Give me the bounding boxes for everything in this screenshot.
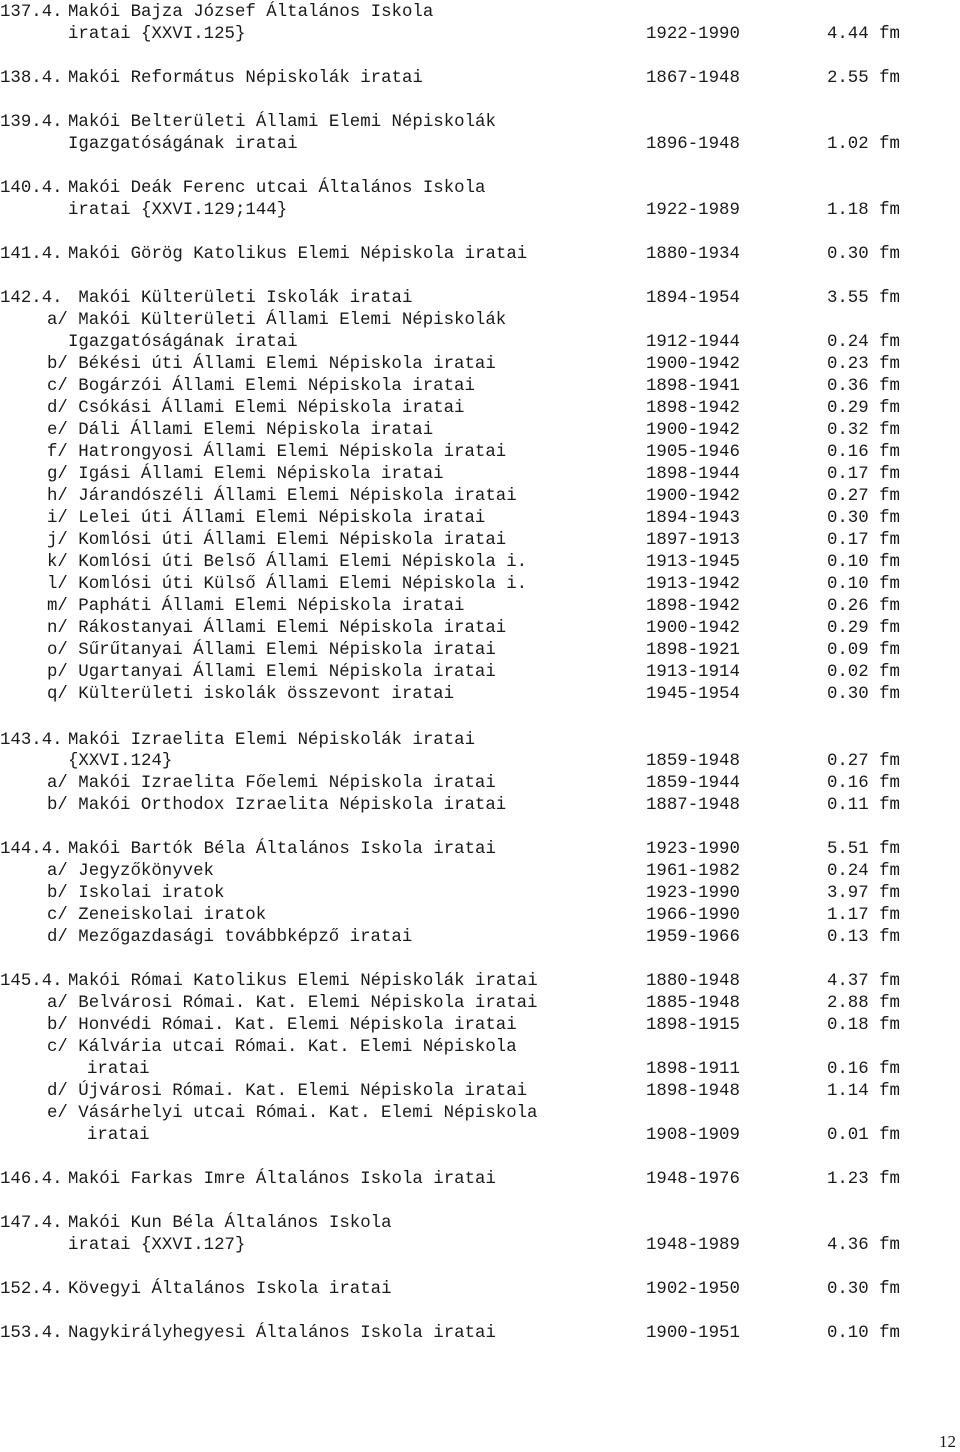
sub-entry-title: g/ Igási Állami Elemi Népiskola iratai — [47, 465, 444, 484]
entry-years: 1900-1951 — [646, 1324, 740, 1343]
entry-extent: 0.11 fm — [826, 796, 900, 815]
list-item — [0, 178, 960, 200]
sub-entry-title: e/ Dáli Állami Elemi Népiskola iratai — [47, 421, 434, 440]
entry-title: Makói Deák Ferenc utcai Általános Iskola — [68, 179, 486, 198]
entry-extent: 3.97 fm — [826, 884, 900, 903]
sub-entry-title: a/ Makói Izraelita Főelemi Népiskola iratai — [47, 774, 496, 793]
entry-extent: 0.13 fm — [826, 928, 900, 947]
list-item — [0, 927, 960, 949]
sub-entry-title: c/ Bogárzói Állami Elemi Népiskola iratai — [47, 377, 475, 396]
entry-title-continuation: iratai {XXVI.127} — [68, 1236, 246, 1255]
entry-title: Makói Külterületi Iskolák iratai — [68, 289, 413, 308]
list-item — [0, 730, 960, 752]
entry-title: Makói Farkas Imre Általános Iskola iratai — [68, 1170, 496, 1189]
list-item — [0, 883, 960, 905]
entry-number: 138.4. — [0, 69, 63, 88]
entry-extent: 0.30 fm — [826, 245, 900, 264]
list-item — [0, 2, 960, 24]
entry-years: 1900-1942 — [646, 421, 740, 440]
entry-years: 1908-1909 — [646, 1126, 740, 1145]
entry-extent: 1.23 fm — [826, 1170, 900, 1189]
sub-entry-title: c/ Kálvária utcai Római. Kat. Elemi Népiskola — [47, 1038, 517, 1057]
sub-entry-title: b/ Honvédi Római. Kat. Elemi Népiskola iratai — [47, 1016, 517, 1035]
entry-years: 1898-1915 — [646, 1016, 740, 1035]
list-item — [0, 112, 960, 134]
sub-entry-title: q/ Külterületi iskolák összevont iratai — [47, 685, 455, 704]
entry-extent: 0.18 fm — [826, 1016, 900, 1035]
sub-entry-title: a/ Jegyzőkönyvek — [47, 862, 214, 881]
entry-extent: 0.30 fm — [826, 509, 900, 528]
list-item — [0, 310, 960, 332]
entry-extent: 5.51 fm — [826, 840, 900, 859]
list-item — [0, 398, 960, 420]
list-item — [0, 640, 960, 662]
entry-number: 147.4. — [0, 1214, 63, 1233]
sub-entry-title: l/ Komlósi úti Külső Állami Elemi Népiskola i. — [47, 575, 528, 594]
sub-entry-title: h/ Járandószéli Állami Elemi Népiskola iratai — [47, 487, 517, 506]
entry-extent: 1.02 fm — [826, 135, 900, 154]
entry-years: 1898-1948 — [646, 1082, 740, 1101]
entry-number: 145.4. — [0, 972, 63, 991]
entry-years: 1898-1942 — [646, 399, 740, 418]
list-item — [0, 751, 960, 773]
list-item — [0, 486, 960, 508]
sub-entry-title-continuation: iratai — [87, 1126, 150, 1145]
list-item — [0, 1037, 960, 1059]
list-item — [0, 861, 960, 883]
list-item — [0, 1103, 960, 1125]
entry-title-continuation: iratai {XXVI.129;144} — [68, 201, 288, 220]
sub-entry-title: d/ Csókási Állami Elemi Népiskola iratai — [47, 399, 465, 418]
entry-number: 139.4. — [0, 113, 63, 132]
entry-years: 1898-1942 — [646, 597, 740, 616]
sub-entry-title: a/ Makói Külterületi Állami Elemi Népiskolák — [47, 311, 507, 330]
entry-extent: 0.26 fm — [826, 597, 900, 616]
entry-extent: 0.29 fm — [826, 399, 900, 418]
entry-title-continuation: Igazgatóságának iratai — [68, 135, 298, 154]
sub-entry-title: d/ Újvárosi Római. Kat. Elemi Népiskola iratai — [47, 1082, 528, 1101]
list-item — [0, 508, 960, 530]
entry-years: 1913-1945 — [646, 553, 740, 572]
list-item — [0, 773, 960, 795]
entry-extent: 4.36 fm — [826, 1236, 900, 1255]
entry-years: 1896-1948 — [646, 135, 740, 154]
entry-years: 1859-1944 — [646, 774, 740, 793]
entry-title: Makói Belterületi Állami Elemi Népiskolák — [68, 113, 496, 132]
list-item — [0, 1323, 960, 1345]
entry-extent: 3.55 fm — [826, 289, 900, 308]
entry-title: Makói Izraelita Elemi Népiskolák iratai — [68, 731, 476, 750]
entry-title: Makói Görög Katolikus Elemi Népiskola iratai — [68, 245, 528, 264]
sub-entry-title: b/ Iskolai iratok — [47, 884, 225, 903]
entry-extent: 0.09 fm — [826, 641, 900, 660]
entry-title-continuation: {XXVI.124} — [68, 752, 173, 771]
entry-extent: 1.18 fm — [826, 201, 900, 220]
entry-title: Makói Bajza József Általános Iskola — [68, 3, 434, 22]
entry-years: 1867-1948 — [646, 69, 740, 88]
entry-extent: 1.14 fm — [826, 1082, 900, 1101]
list-item — [0, 552, 960, 574]
entry-number: 152.4. — [0, 1280, 63, 1299]
entry-years: 1966-1990 — [646, 906, 740, 925]
list-item — [0, 134, 960, 156]
sub-entry-title: a/ Belvárosi Római. Kat. Elemi Népiskola iratai — [47, 994, 538, 1013]
list-item — [0, 464, 960, 486]
sub-entry-title: n/ Rákostanyai Állami Elemi Népiskola iratai — [47, 619, 507, 638]
list-item — [0, 1059, 960, 1081]
entry-years: 1898-1944 — [646, 465, 740, 484]
list-item — [0, 1169, 960, 1191]
sub-entry-title: e/ Vásárhelyi utcai Római. Kat. Elemi Népiskola — [47, 1104, 538, 1123]
list-item — [0, 288, 960, 310]
entry-years: 1922-1989 — [646, 201, 740, 220]
entry-years: 1913-1942 — [646, 575, 740, 594]
entry-extent: 0.10 fm — [826, 1324, 900, 1343]
entry-number: 153.4. — [0, 1324, 63, 1343]
page-number: 12 — [939, 1432, 956, 1451]
list-item — [0, 596, 960, 618]
entry-extent: 0.16 fm — [826, 774, 900, 793]
entry-years: 1894-1954 — [646, 289, 740, 308]
entry-title-continuation: iratai {XXVI.125} — [68, 25, 246, 44]
entry-extent: 0.16 fm — [826, 1060, 900, 1079]
sub-entry-title: c/ Zeneiskolai iratok — [47, 906, 267, 925]
entry-years: 1961-1982 — [646, 862, 740, 881]
entry-number: 141.4. — [0, 245, 63, 264]
entry-years: 1880-1948 — [646, 972, 740, 991]
entry-years: 1894-1943 — [646, 509, 740, 528]
entry-extent: 0.16 fm — [826, 443, 900, 462]
entry-title: Makói Bartók Béla Általános Iskola iratai — [68, 840, 496, 859]
entry-years: 1905-1946 — [646, 443, 740, 462]
list-item — [0, 354, 960, 376]
entry-extent: 1.17 fm — [826, 906, 900, 925]
list-item — [0, 839, 960, 861]
entry-years: 1859-1948 — [646, 752, 740, 771]
list-item — [0, 1213, 960, 1235]
sub-entry-title: j/ Komlósi úti Állami Elemi Népiskola iratai — [47, 531, 507, 550]
entry-extent: 0.23 fm — [826, 355, 900, 374]
list-item — [0, 993, 960, 1015]
list-item — [0, 1125, 960, 1147]
entry-title: Makói Római Katolikus Elemi Népiskolák iratai — [68, 972, 538, 991]
entry-extent: 4.37 fm — [826, 972, 900, 991]
list-item — [0, 905, 960, 927]
entry-extent: 2.88 fm — [826, 994, 900, 1013]
list-item — [0, 1015, 960, 1037]
entry-number: 144.4. — [0, 840, 63, 859]
entry-years: 1900-1942 — [646, 355, 740, 374]
entry-title-continuation: Igazgatóságának iratai — [68, 333, 298, 352]
list-item — [0, 1235, 960, 1257]
list-item — [0, 574, 960, 596]
sub-entry-title: b/ Makói Orthodox Izraelita Népiskola iratai — [47, 796, 507, 815]
entry-extent: 4.44 fm — [826, 25, 900, 44]
sub-entry-title: o/ Sűrűtanyai Állami Elemi Népiskola iratai — [47, 641, 496, 660]
entry-title: Makói Kun Béla Általános Iskola — [68, 1214, 392, 1233]
sub-entry-title: b/ Békési úti Állami Elemi Népiskola iratai — [47, 355, 496, 374]
entry-number: 137.4. — [0, 3, 63, 22]
entry-extent: 0.24 fm — [826, 862, 900, 881]
entry-years: 1912-1944 — [646, 333, 740, 352]
entry-years: 1898-1941 — [646, 377, 740, 396]
list-item — [0, 530, 960, 552]
entry-number: 140.4. — [0, 179, 63, 198]
list-item — [0, 684, 960, 706]
entry-title: Kövegyi Általános Iskola iratai — [68, 1280, 392, 1299]
list-item — [0, 795, 960, 817]
list-item — [0, 420, 960, 442]
sub-entry-title: p/ Ugartanyai Állami Elemi Népiskola iratai — [47, 663, 496, 682]
entry-years: 1948-1989 — [646, 1236, 740, 1255]
entry-years: 1898-1921 — [646, 641, 740, 660]
sub-entry-title: k/ Komlósi úti Belső Állami Elemi Népiskola i. — [47, 553, 528, 572]
entry-extent: 0.29 fm — [826, 619, 900, 638]
entry-extent: 0.17 fm — [826, 465, 900, 484]
list-item — [0, 24, 960, 46]
entry-years: 1948-1976 — [646, 1170, 740, 1189]
entry-extent: 0.10 fm — [826, 553, 900, 572]
list-item — [0, 376, 960, 398]
entry-extent: 0.36 fm — [826, 377, 900, 396]
entry-years: 1913-1914 — [646, 663, 740, 682]
entry-extent: 2.55 fm — [826, 69, 900, 88]
entry-title: Nagykirályhegyesi Általános Iskola iratai — [68, 1324, 496, 1343]
entry-extent: 0.17 fm — [826, 531, 900, 550]
list-item — [0, 971, 960, 993]
entry-number: 142.4. — [0, 289, 63, 308]
list-item — [0, 442, 960, 464]
list-item — [0, 1279, 960, 1301]
entry-years: 1922-1990 — [646, 25, 740, 44]
entry-extent: 0.32 fm — [826, 421, 900, 440]
sub-entry-title: m/ Papháti Állami Elemi Népiskola iratai — [47, 597, 465, 616]
list-item — [0, 244, 960, 266]
list-item — [0, 200, 960, 222]
list-item — [0, 68, 960, 90]
entry-number: 146.4. — [0, 1170, 63, 1189]
entry-years: 1887-1948 — [646, 796, 740, 815]
entry-number: 143.4. — [0, 731, 63, 750]
sub-entry-title: d/ Mezőgazdasági továbbképző iratai — [47, 928, 413, 947]
entry-extent: 0.30 fm — [826, 685, 900, 704]
entry-years: 1945-1954 — [646, 685, 740, 704]
entry-years: 1898-1911 — [646, 1060, 740, 1079]
sub-entry-title: f/ Hatrongyosi Állami Elemi Népiskola iratai — [47, 443, 507, 462]
list-item — [0, 1081, 960, 1103]
list-item — [0, 618, 960, 640]
entry-extent: 0.24 fm — [826, 333, 900, 352]
entry-years: 1900-1942 — [646, 487, 740, 506]
entry-extent: 0.30 fm — [826, 1280, 900, 1299]
entry-years: 1880-1934 — [646, 245, 740, 264]
list-item — [0, 662, 960, 684]
entry-years: 1897-1913 — [646, 531, 740, 550]
entry-extent: 0.01 fm — [826, 1126, 900, 1145]
entry-years: 1900-1942 — [646, 619, 740, 638]
sub-entry-title: i/ Lelei úti Állami Elemi Népiskola iratai — [47, 509, 486, 528]
entry-extent: 0.10 fm — [826, 575, 900, 594]
entry-extent: 0.02 fm — [826, 663, 900, 682]
entry-years: 1885-1948 — [646, 994, 740, 1013]
entry-extent: 0.27 fm — [826, 487, 900, 506]
entry-years: 1902-1950 — [646, 1280, 740, 1299]
entry-years: 1959-1966 — [646, 928, 740, 947]
entry-years: 1923-1990 — [646, 840, 740, 859]
entry-title: Makói Református Népiskolák iratai — [68, 69, 423, 88]
entry-extent: 0.27 fm — [826, 752, 900, 771]
entry-years: 1923-1990 — [646, 884, 740, 903]
sub-entry-title-continuation: iratai — [87, 1060, 150, 1079]
list-item — [0, 332, 960, 354]
